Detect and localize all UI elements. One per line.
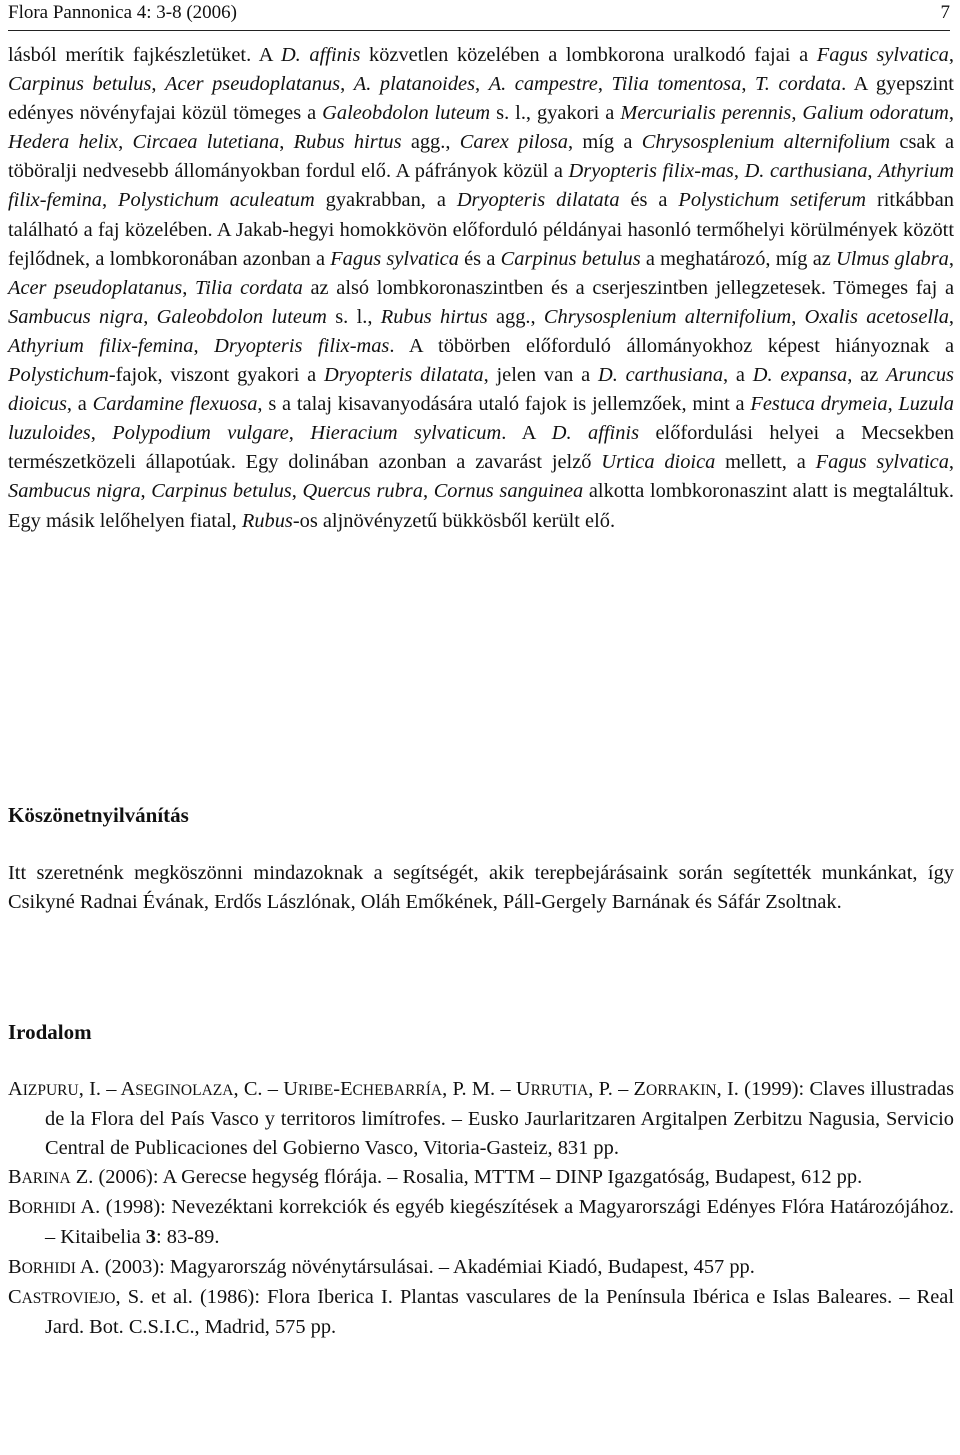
taxon-name: D. affinis bbox=[551, 422, 640, 445]
author-initial: B bbox=[8, 1255, 22, 1278]
taxon-name: D. expansa bbox=[752, 364, 848, 387]
taxon-name: Carex pilosa bbox=[459, 131, 568, 154]
text-run: : 83-89. bbox=[156, 1226, 220, 1249]
author-smallcaps: ORHIDI bbox=[21, 1200, 76, 1218]
taxon-name: Fagus sylvatica bbox=[816, 44, 949, 66]
taxon-name: Cardamine flexuosa bbox=[92, 393, 258, 416]
taxon-name: Carpinus betulus bbox=[151, 480, 292, 503]
text-run: , bbox=[291, 480, 303, 503]
taxon-name: Athyrium filix-femina bbox=[8, 334, 194, 357]
body-paragraph bbox=[8, 41, 954, 536]
text-run: , bbox=[279, 131, 294, 154]
taxon-name: Chrysosplenium alternifolium bbox=[641, 131, 891, 154]
text-run: , bbox=[597, 73, 612, 96]
text-run: s. l., bbox=[326, 305, 381, 328]
reference-list bbox=[8, 1075, 954, 1342]
text-run: , I. (1999): Claves illustradas de la Flora del País Vasco y territoros limítrofes. – Eusko Jaurlaritzaren Argitalpen Zerbitzu Nagusia, Servicio Central de Publicaciones del Gobierno Vasco, Vitoria-Gasteiz, 831 pp. bbox=[45, 1078, 955, 1160]
taxon-name: Sambucus nigra bbox=[8, 480, 141, 503]
taxon-name: Polystichum setiferum bbox=[678, 189, 867, 212]
author-initial: C bbox=[8, 1285, 22, 1308]
author-smallcaps: RIBE bbox=[297, 1082, 334, 1099]
author-smallcaps: ORRAKIN bbox=[646, 1082, 717, 1099]
taxon-name: Polystichum bbox=[8, 364, 109, 387]
text-run: , bbox=[948, 305, 954, 328]
text-run: csak a töböralji nedvesebb állományokban fordul elő. A páfrányok közül a bbox=[8, 131, 954, 183]
text-run: az alsó lombkoronaszintben és a cserjeszintben jellegzetesek. Tömeges faj a bbox=[302, 276, 954, 299]
taxon-name: Acer pseudoplatanus bbox=[165, 73, 341, 96]
text-run: lásból merítik fajkészletüket. A bbox=[8, 44, 281, 66]
text-run: , S. et al. (1986): Flora Iberica I. Plantas vasculares de la Península Ibérica e Islas Baleares. – Real Jard. Bot. C.S.I.C., Madrid, 575 pp. bbox=[45, 1285, 954, 1338]
text-run: agg., bbox=[487, 305, 544, 328]
taxon-name: D. carthusiana bbox=[744, 160, 868, 183]
text-run: , bbox=[791, 305, 805, 328]
volume-number: 3 bbox=[145, 1226, 156, 1249]
author-smallcaps: SEGINOLAZA bbox=[135, 1082, 234, 1099]
text-run: , bbox=[422, 480, 434, 503]
taxon-name: Acer pseudoplatanus bbox=[8, 276, 183, 299]
taxon-name: Galium odoratum bbox=[802, 102, 949, 125]
text-run: , bbox=[118, 131, 133, 154]
reference-entry bbox=[8, 1075, 954, 1163]
text-run: előfordulási helyei a Mecsekben természetközeli állapotúak. Egy dolinában azonban a zavarást jelző bbox=[8, 422, 954, 474]
reference-entry bbox=[8, 1283, 954, 1342]
author-smallcaps: RRUTIA bbox=[530, 1082, 589, 1099]
author-smallcaps: ORHIDI bbox=[21, 1259, 76, 1277]
text-run: , az bbox=[847, 364, 887, 387]
author-smallcaps: CHEBARRÍA bbox=[352, 1082, 443, 1099]
taxon-name: Oxalis acetosella bbox=[804, 305, 949, 328]
taxon-name: Galeobdolon luteum bbox=[156, 305, 327, 328]
taxon-name: Chrysosplenium alternifolium bbox=[543, 305, 792, 328]
taxon-name: A. platanoides bbox=[353, 73, 476, 96]
taxon-name: Carpinus betulus bbox=[500, 247, 641, 270]
taxon-name: Fagus sylvatica bbox=[815, 451, 949, 474]
author-smallcaps: ARINA bbox=[21, 1170, 71, 1188]
taxon-name: Rubus hirtus bbox=[380, 305, 488, 328]
text-run: , s a talaj kisavanyodására utaló fajok is jellemzőek, mint a bbox=[257, 393, 751, 416]
text-run: alkotta lombkoronaszint alatt is megtaláltuk. Egy másik lelőhelyen fiatal, bbox=[8, 480, 955, 532]
text-run: , bbox=[288, 422, 311, 445]
text-run: , míg a bbox=[568, 131, 642, 154]
references-heading: Irodalom bbox=[8, 1020, 92, 1044]
text-run: gyakrabban, a bbox=[314, 189, 457, 212]
text-run: , bbox=[948, 247, 954, 270]
text-run: , bbox=[143, 305, 157, 328]
taxon-name: Tilia tomentosa bbox=[611, 73, 742, 96]
taxon-name: Tilia cordata bbox=[195, 276, 303, 299]
text-run: A. (2003): Magyarország növénytársulásai. – Akadémiai Kiadó, Budapest, 457 pp. bbox=[75, 1255, 755, 1278]
taxon-name: Festuca drymeia bbox=[750, 393, 888, 416]
text-run: , bbox=[733, 160, 745, 183]
text-run: agg., bbox=[401, 131, 460, 154]
text-run: a meghatározó, míg az bbox=[640, 247, 837, 270]
text-run: , jelen van a bbox=[483, 364, 598, 387]
acknowledgements-paragraph: Itt szeretnénk megköszönni mindazoknak a segítségét, akik terepbejárásaink során segítették munkánkat, így Csikyné Radnai Évának, Erdős Lászlónak, Oláh Emőkének, Páll-Gergely Barnának és Sáfár Zsoltnak. bbox=[8, 862, 954, 914]
taxon-name: Hieracium sylvaticum bbox=[310, 422, 502, 445]
taxon-name: Carpinus betulus bbox=[8, 73, 152, 96]
text-run: , bbox=[90, 422, 113, 445]
taxon-name: Polypodium vulgare bbox=[112, 422, 289, 445]
taxon-name: Polystichum aculeatum bbox=[118, 189, 315, 212]
taxon-name: Rubus hirtus bbox=[293, 131, 402, 154]
text-run: ritkábban található a faj közelében. A Jakab-hegyi homokkövön előforduló példányai hasonló termőhelyi körülmények között fejlődnek, a lombkoronában azonban a bbox=[8, 189, 954, 270]
text-run: , C. – U bbox=[233, 1078, 298, 1100]
taxon-name: A. campestre bbox=[488, 73, 598, 96]
author-initial: B bbox=[8, 1196, 22, 1219]
taxon-name: D. affinis bbox=[280, 44, 361, 66]
text-run: , I. – A bbox=[78, 1078, 136, 1100]
text-run: közvetlen közelében a lombkorona uralkodó fajai a bbox=[360, 44, 817, 66]
text-run: és a bbox=[458, 247, 501, 270]
text-run: , bbox=[140, 480, 152, 503]
running-header bbox=[8, 0, 950, 31]
taxon-name: Fagus sylvatica bbox=[330, 247, 459, 270]
author-smallcaps: IZPURU bbox=[22, 1082, 79, 1099]
author-initial: B bbox=[8, 1166, 22, 1189]
text-run: , P. M. – U bbox=[442, 1078, 531, 1100]
text-run: , bbox=[791, 102, 803, 125]
taxon-name: T. cordata bbox=[754, 73, 842, 96]
text-run: , bbox=[340, 73, 354, 96]
taxon-name: Circaea lutetiana bbox=[132, 131, 280, 154]
taxon-name: Mercurialis perennis bbox=[620, 102, 792, 125]
acknowledgements-heading: Köszönetnyilvánítás bbox=[8, 803, 189, 827]
text-run: . A gyepszint edényes növényfajai közül tömeges a bbox=[8, 73, 954, 125]
taxon-name: Rubus bbox=[241, 509, 293, 532]
taxon-name: Galeobdolon luteum bbox=[322, 102, 491, 125]
reference-entry bbox=[8, 1193, 954, 1252]
text-run: , a bbox=[66, 393, 93, 416]
text-run: -fajok, viszont gyakori a bbox=[108, 364, 325, 387]
taxon-name: Athyrium filix-femina bbox=[8, 160, 954, 212]
text-run: , bbox=[948, 451, 954, 474]
page-number: 7 bbox=[940, 2, 950, 23]
journal-citation: Flora Pannonica 4: 3-8 (2006) bbox=[8, 2, 238, 23]
author-initial: A bbox=[8, 1078, 23, 1100]
text-run: , bbox=[182, 276, 195, 299]
reference-entry bbox=[8, 1163, 954, 1193]
text-run: Z. (2006): A Gerecse hegység flórája. – Rosalia, MTTM – DINP Igazgatóság, Budapest, 612 pp. bbox=[70, 1166, 863, 1189]
text-run: , bbox=[948, 102, 954, 125]
text-run: , bbox=[193, 334, 215, 357]
text-run: . A bbox=[501, 422, 552, 445]
taxon-name: Dryopteris dilatata bbox=[456, 189, 620, 212]
text-run: , bbox=[151, 73, 166, 96]
taxon-name: Cornus sanguinea bbox=[433, 480, 584, 503]
text-run: , P. – Z bbox=[588, 1078, 647, 1100]
text-run: , a bbox=[723, 364, 753, 387]
text-run: s. l., gyakori a bbox=[490, 102, 621, 125]
text-run: . A töbörben előforduló állományokhoz képest hiányoznak a bbox=[389, 334, 955, 357]
text-run: A. (1998): Nevezéktani korrekciók és egyéb kiegészítések a Magyarországi Edényes Flóra Határozójához. – Kitaibelia bbox=[45, 1196, 954, 1249]
text-run: , bbox=[741, 73, 755, 96]
text-run: mellett, a bbox=[715, 451, 816, 474]
text-run: , bbox=[887, 393, 899, 416]
taxon-name: Urtica dioica bbox=[601, 451, 716, 474]
taxon-name: Dryopteris filix-mas bbox=[214, 334, 390, 357]
taxon-name: Quercus rubra bbox=[302, 480, 423, 503]
text-run: , bbox=[948, 44, 954, 66]
text-run: és a bbox=[619, 189, 679, 212]
taxon-name: D. carthusiana bbox=[598, 364, 724, 387]
author-smallcaps: ASTROVIEJO bbox=[21, 1289, 116, 1307]
taxon-name: Ulmus glabra bbox=[836, 247, 949, 270]
taxon-name: Luzula luzuloides bbox=[8, 393, 954, 445]
taxon-name: Dryopteris dilatata bbox=[324, 364, 484, 387]
taxon-name: Aruncus dioicus bbox=[8, 364, 954, 416]
text-run: , bbox=[475, 73, 489, 96]
text-run: -os aljnövényzetű bükkösből került elő. bbox=[292, 509, 616, 532]
reference-entry bbox=[8, 1253, 954, 1283]
text-run: -E bbox=[333, 1078, 353, 1100]
text-run: , bbox=[867, 160, 879, 183]
taxon-name: Sambucus nigra bbox=[8, 305, 144, 328]
taxon-name: Hedera helix bbox=[8, 131, 119, 154]
text-run: , bbox=[102, 189, 119, 212]
taxon-name: Dryopteris filix-mas bbox=[568, 160, 734, 183]
